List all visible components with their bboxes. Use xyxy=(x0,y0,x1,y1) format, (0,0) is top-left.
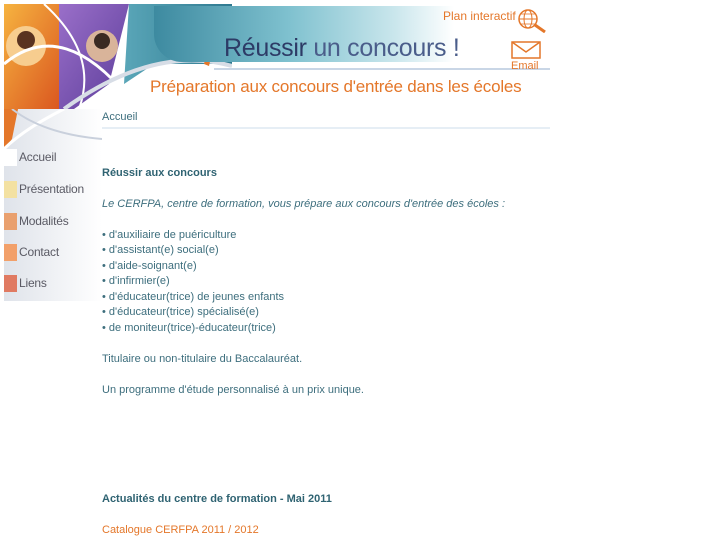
list-item: • d'assistant(e) social(e) xyxy=(102,244,219,256)
list-item: • de moniteur(trice)-éducateur(trice) xyxy=(102,322,276,334)
site-title xyxy=(224,34,460,63)
main-content xyxy=(102,129,550,545)
sidebar-item-contact[interactable]: Contact xyxy=(19,245,59,259)
sidebar-item-accueil[interactable]: Accueil xyxy=(19,150,57,164)
envelope-icon[interactable] xyxy=(511,41,541,59)
list-item: • d'éducateur(trice) spécialisé(e) xyxy=(102,306,259,318)
list-item: • d'éducateur(trice) de jeunes enfants xyxy=(102,291,285,303)
site-subtitle: Préparation aux concours d'entrée dans les écoles xyxy=(150,77,522,96)
sidebar-item-modalites[interactable]: Modalités xyxy=(19,214,69,228)
nav-marker-modalites xyxy=(4,213,17,230)
site-title-part2: un concours ! xyxy=(313,34,460,62)
sidebar-item-presentation[interactable]: Présentation xyxy=(19,182,84,196)
email-link[interactable]: Email xyxy=(511,60,539,72)
content-heading: Réussir aux concours xyxy=(102,167,217,179)
list-item: • d'aide-soignant(e) xyxy=(102,260,197,272)
plan-interactif-link[interactable]: Plan interactif xyxy=(443,9,516,23)
header-banner xyxy=(4,4,550,109)
content-paragraph-baccalaureat: Titulaire ou non-titulaire du Baccalauréat. xyxy=(102,353,303,365)
nav-marker-liens xyxy=(4,275,17,292)
nav-marker-contact xyxy=(4,244,17,261)
breadcrumb[interactable]: Accueil xyxy=(102,111,138,123)
sidebar-item-liens[interactable]: Liens xyxy=(19,276,47,290)
nav-marker-presentation xyxy=(4,181,17,198)
sidebar-nav xyxy=(4,109,102,301)
content-paragraph-programme: Un programme d'étude personnalisé à un prix unique. xyxy=(102,384,364,396)
site-title-part1: Réussir xyxy=(224,34,307,62)
globe-search-icon[interactable] xyxy=(516,7,548,33)
content-intro: Le CERFPA, centre de formation, vous prépare aux concours d'entrée des écoles : xyxy=(102,198,505,210)
nav-marker-accueil xyxy=(4,149,17,166)
sidebar-decoration xyxy=(4,109,102,301)
list-item: • d'auxiliaire de puériculture xyxy=(102,229,237,241)
list-item: • d'infirmier(e) xyxy=(102,275,170,287)
news-heading: Actualités du centre de formation - Mai 2011 xyxy=(102,493,332,505)
catalogue-link[interactable]: Catalogue CERFPA 2011 / 2012 xyxy=(102,524,259,536)
title-divider xyxy=(214,68,550,70)
